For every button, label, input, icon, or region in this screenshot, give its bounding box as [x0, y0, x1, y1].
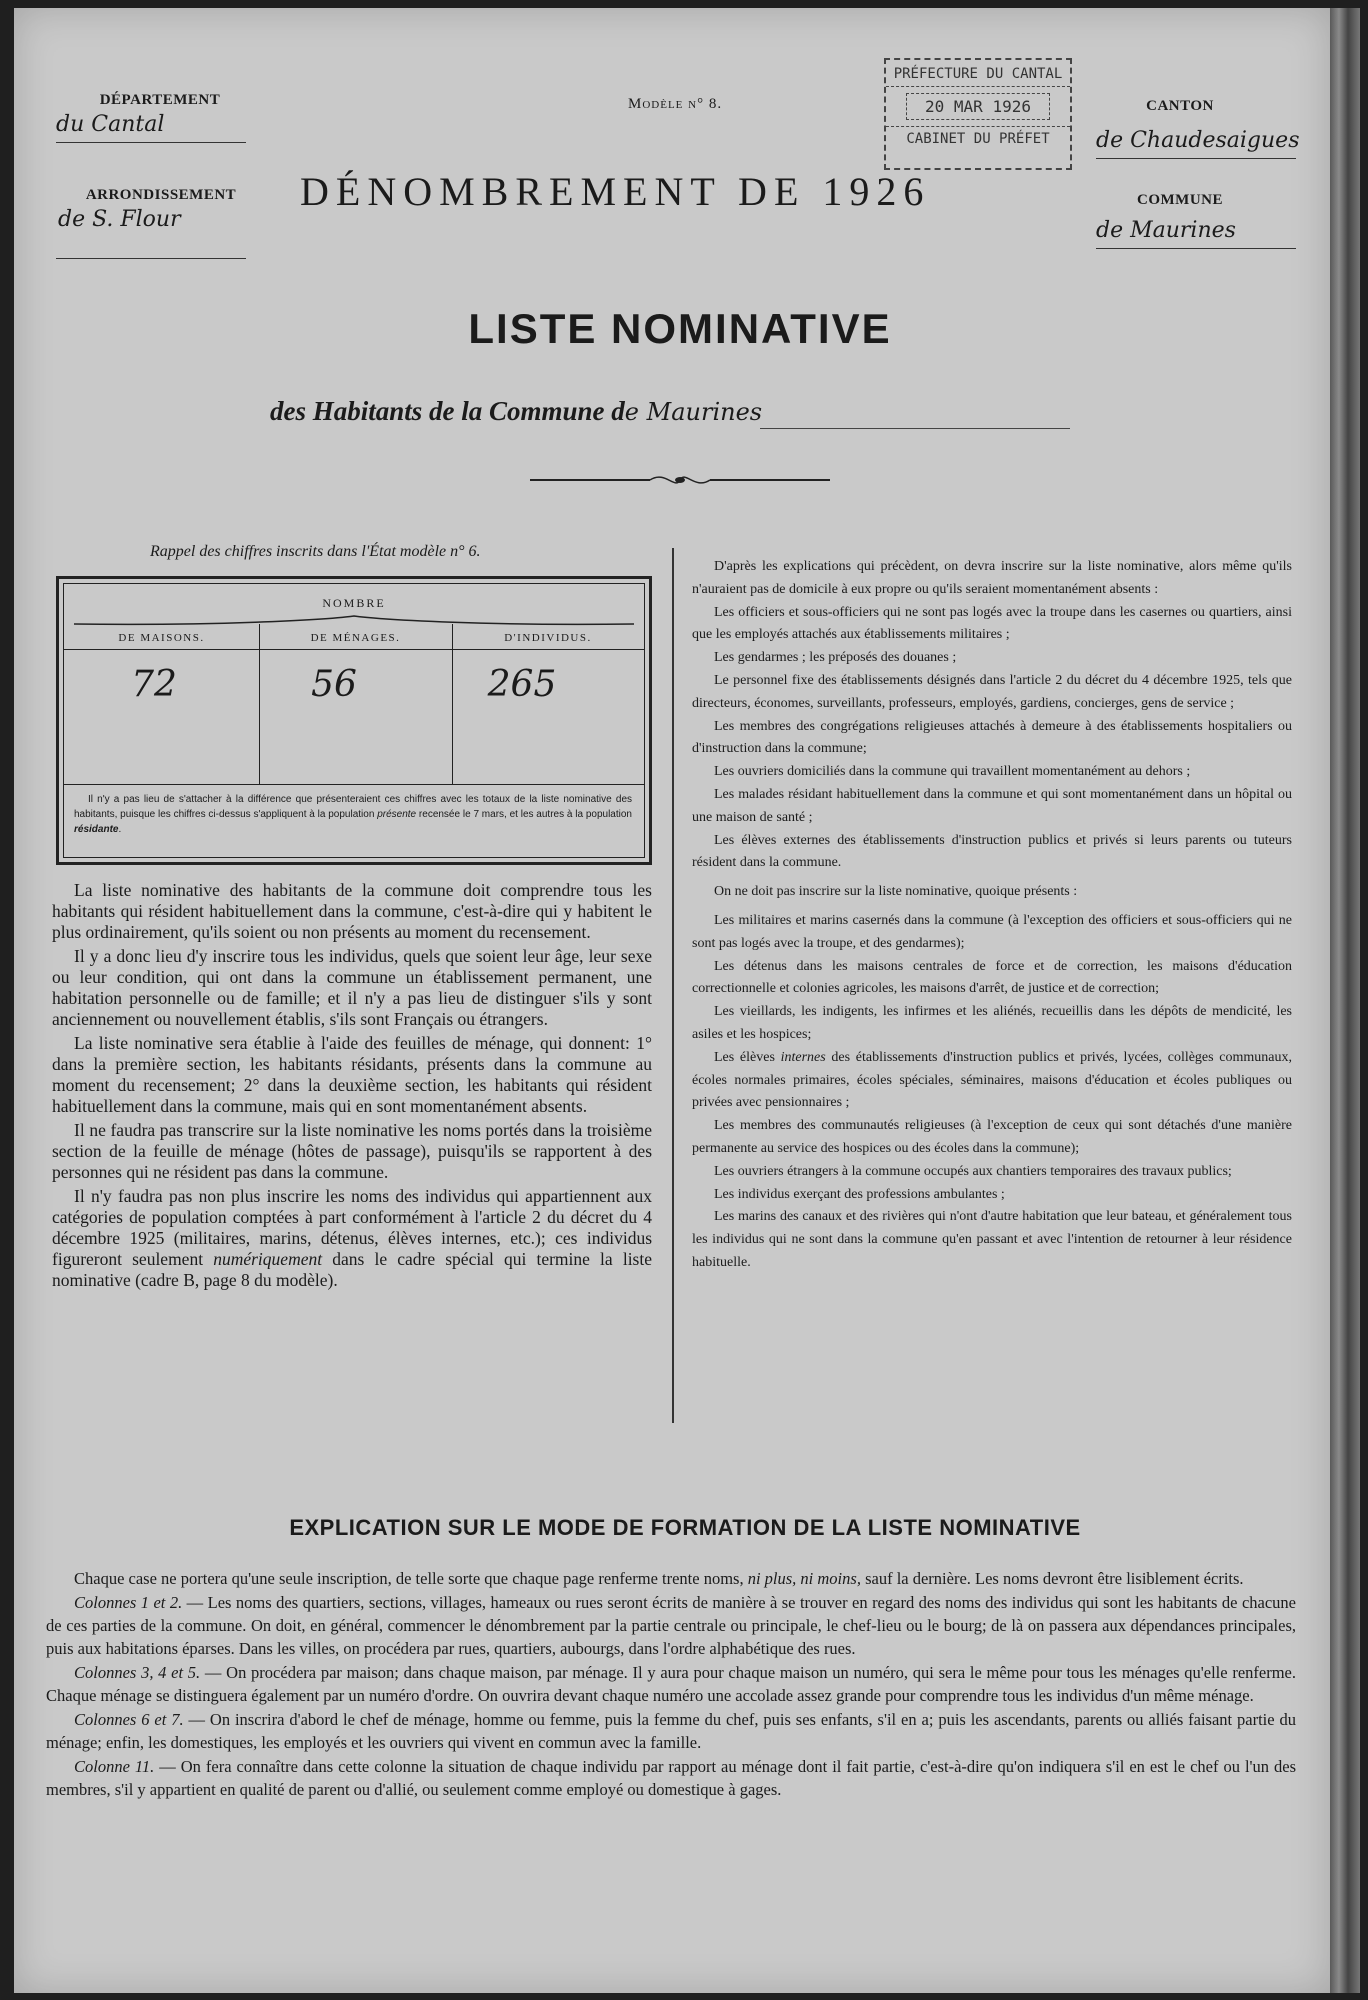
- canton-line: [1096, 158, 1296, 159]
- internes-em: internes: [780, 1049, 826, 1065]
- commune-label: COMMUNE: [1137, 192, 1223, 208]
- ornament-divider: [530, 470, 830, 490]
- habitants-commune: e Maurines: [624, 398, 763, 426]
- colonnes-1-2-text: — Les noms des quartiers, sections, villages, hameaux ou rues seront écrits de manière à se trouver en regard des noms des individus qui sont les habitants de chacune de ces parties de la commune. On doit, en général, commencer le dénombrement par la partie centrale ou principale, le chef-lieu ou le bourg; de là on passera aux dépendances principales, puis aux habitations éparses. Dans les villes, on procédera par rues, quartiers, aubourgs, dans l'ordre alphabétique des rues.: [46, 1593, 1296, 1658]
- note-text-b: recensée le 7 mars, et les autres à la population: [416, 809, 632, 820]
- left-para: La liste nominative des habitants de la commune doit comprendre tous les habitants qui résident habituellement dans la commune, c'est-à-dire qui y habitent le plus ordinairement, qu'ils soient ou non présents au moment du recensement.: [52, 880, 652, 942]
- liste-nominative-title: LISTE NOMINATIVE: [468, 305, 892, 352]
- canton-label: CANTON: [1146, 98, 1214, 114]
- prefecture-stamp: [884, 58, 1072, 170]
- right-intro: D'après les explications qui précèdent, on devra inscrire sur la liste nominative, alors même qu'ils n'auraient pas de domicile à eux propre ou qu'ils seraient momentanément absents :: [692, 559, 1292, 597]
- colonnes-3-4-5: [46, 1661, 1296, 1707]
- right-item: Les ouvriers étrangers à la commune occupés aux chantiers temporaires des travaux publics;: [714, 1163, 1232, 1179]
- nombre-box: [56, 576, 652, 865]
- column-divider: [672, 548, 674, 1423]
- right-item: Les officiers et sous-officiers qui ne sont pas logés avec la troupe dans les casernes ou quartiers, ainsi que les employés attachés aux établissements militaires ;: [692, 604, 1292, 643]
- right-item-internes: [692, 1047, 1292, 1115]
- intro-b: sauf la dernière. Les noms devront être lisiblement écrits.: [860, 1569, 1244, 1588]
- stamp-date: 20 MAR 1926: [906, 93, 1050, 120]
- col-maisons-header: DE MAISONS.: [118, 632, 205, 644]
- right-item: Les ouvriers domiciliés dans la commune qui travaillent momentanément au dehors ;: [714, 764, 1191, 780]
- left-para: Il ne faudra pas transcrire sur la liste nominative les noms portés dans la troisième section de la feuille de ménage (hôtes de passage), puisqu'ils se rapportent à des personnes qui ne résident pas dans la commune.: [52, 1120, 652, 1182]
- right-item: Les membres des congrégations religieuses attachés à demeure à des établissements hospitaliers ou d'instruction dans la commune;: [692, 718, 1292, 757]
- rappel-note: [74, 792, 632, 837]
- left-para: La liste nominative sera établie à l'aide des feuilles de ménage, qui donnent: 1° dans la première section, les habitants résidants, présents dans la commune au moment du recensement; 2° dans la deuxième section, les habitants qui résident habituellement dans la commune, mais qui en sont momentanément absents.: [52, 1033, 652, 1116]
- explication-title: EXPLICATION SUR LE MODE DE FORMATION DE LA LISTE NOMINATIVE: [289, 1515, 1081, 1540]
- right-item: Les marins des canaux et des rivières qui n'ont d'autre habitation que leur bateau, et généralement tous les individus qui ne sont dans la commune qu'en passant et avec l'intention de retourner à leur résidence habituelle.: [692, 1209, 1292, 1270]
- commune-value: de Maurines: [1096, 218, 1236, 243]
- habitants-line: [270, 396, 762, 427]
- colonnes-6-7: [46, 1708, 1296, 1754]
- val-maisons: 72: [131, 664, 177, 705]
- right-item: Les individus exerçant des professions ambulantes ;: [714, 1186, 1005, 1202]
- habitants-line-rule: [760, 428, 1070, 429]
- internes-a: Les élèves: [714, 1049, 781, 1065]
- arrondissement-value: de S. Flour: [58, 207, 181, 232]
- right-item: Les militaires et marins casernés dans la commune (à l'exception des officiers et sous-officiers qui ne sont pas logés avec la troupe, et des gendarmes);: [692, 912, 1292, 951]
- commune-line: [1096, 248, 1296, 249]
- left-last-a: Il n'y faudra pas non plus inscrire les noms des individus qui appartiennent aux catégories de population comptées à part conformément à l'article 2 du décret du 4 décembre 1925 (militaires, marins, détenus, élèves internes, etc.); ces individus figureront seulement: [52, 1186, 652, 1269]
- nombre-box-inner: [63, 583, 645, 858]
- right-item: Les membres des communautés religieuses (à l'exception de ceux qui sont détachés d'une manière permanente au service des hospices ou des écoles dans la commune);: [692, 1118, 1292, 1156]
- explication-intro: [46, 1567, 1296, 1590]
- header-rule: [64, 649, 644, 650]
- left-instructions: [52, 880, 652, 1294]
- intro-em: ni plus, ni moins,: [747, 1569, 861, 1588]
- arrondissement-label: ARRONDISSEMENT: [85, 187, 237, 203]
- left-last-em: numériquement: [213, 1249, 323, 1269]
- right-instructions: [692, 556, 1292, 1275]
- left-para-last: [52, 1186, 652, 1291]
- modele-number: Modèle n° 8.: [628, 96, 723, 112]
- right-item: Les élèves externes des établissements d'instruction publics et privés si leurs parents ou tuteurs résident dans la commune.: [692, 832, 1292, 871]
- left-para: Il y a donc lieu d'y inscrire tous les individus, quels que soient leur âge, leur sexe ou leur condition, qui ont dans la commune un établissement permanent, une habitation personnelle ou de famille; et il n'y a pas lieu de distinguer s'ils y sont anciennement ou nouvellement établis, s'ils sont Français ou étrangers.: [52, 946, 652, 1029]
- colonnes-3-4-5-label: Colonnes 3, 4 et 5.: [74, 1663, 201, 1682]
- departement-line: [56, 142, 246, 143]
- colonne-11: [46, 1755, 1296, 1801]
- note-resident: résidante: [74, 824, 119, 835]
- internes-b: des établissements d'instruction publics et privés, lycées, collèges communaux, écoles normales primaires, écoles spéciales, séminaires, maisons d'éducation et écoles publiques ou privées avec pensionnaires ;: [692, 1049, 1292, 1111]
- nombre-label: NOMBRE: [322, 596, 386, 610]
- right-item: Les détenus dans les maisons centrales de force et de correction, les maisons d'éducation correctionnelle et colonies agricoles, les maisons d'arrêt, de justice et de correction;: [692, 958, 1292, 997]
- note-text-a: Il n'y a pas lieu de s'attacher à la différence que présenteraient ces chiffres avec les totaux de la liste nominative des habitants, puisque les chiffres ci-dessus s'appliquent à la population: [74, 794, 632, 820]
- colonnes-6-7-label: Colonnes 6 et 7.: [74, 1710, 184, 1729]
- note-present: présente: [377, 809, 417, 820]
- colonne-11-label: Colonne 11.: [74, 1757, 155, 1776]
- departement-label: DÉPARTEMENT: [99, 92, 221, 108]
- colonnes-1-2-label: Colonnes 1 et 2.: [74, 1593, 183, 1612]
- canton-value: de Chaudesaigues: [1096, 128, 1300, 153]
- right-item: Les malades résidant habituellement dans la commune et qui sont momentanément dans un hôpital ou une maison de santé ;: [692, 786, 1292, 825]
- right-heading-2: On ne doit pas inscrire sur la liste nominative, quoique présents :: [714, 884, 1078, 900]
- rappel-caption: Rappel des chiffres inscrits dans l'État modèle n° 6.: [150, 543, 481, 560]
- departement-value: du Cantal: [56, 112, 165, 137]
- colonne-11-text: — On fera connaître dans cette colonne la situation de chaque individu par rapport au ménage dont il fait partie, c'est-à-dire qu'on indiquera s'il en est le chef ou l'un des membres, s'il y appartient en qualité de parent ou d'allié, ou seulement comme employé ou domestique à gages.: [46, 1757, 1296, 1799]
- right-item: Les vieillards, les indigents, les infirmes et les aliénés, recueillis dans les dépôts de mendicité, les asiles et les hospices;: [692, 1004, 1292, 1042]
- document-title: DÉNOMBREMENT DE 1926: [300, 169, 931, 214]
- colonnes-6-7-text: — On inscrira d'abord le chef de ménage, homme ou femme, puis la femme du chef, puis ses enfants, s'il en a; puis les ascendants, parents ou alliés faisant partie du ménage; enfin, les domestiques, les employés et les ouvriers qui vivent en commun avec la famille.: [46, 1710, 1297, 1752]
- note-rule: [64, 784, 644, 785]
- arrondissement-line: [56, 258, 246, 259]
- val-menages: 56: [311, 664, 357, 705]
- explication-body: [46, 1567, 1296, 1802]
- habitants-prefix: des Habitants de la Commune d: [270, 396, 625, 426]
- right-item: Les gendarmes ; les préposés des douanes ;: [714, 650, 957, 666]
- val-individus: 265: [487, 664, 557, 705]
- col-individus-header: D'INDIVIDUS.: [504, 632, 592, 644]
- intro-a: Chaque case ne portera qu'une seule inscription, de telle sorte que chaque page renferme trente noms,: [74, 1569, 748, 1588]
- colonnes-3-4-5-text: — On procédera par maison; dans chaque maison, par ménage. Il y aura pour chaque maison un numéro, qui sera le même pour tous les ménages qu'elle renferme. Chaque ménage se distinguera également par un numéro d'ordre. On ouvrira devant chaque numéro une accolade assez grande pour comprendre tous les individus d'un même ménage.: [46, 1663, 1296, 1705]
- page-binding-edge: [1330, 8, 1360, 1993]
- colonnes-1-2: [46, 1591, 1296, 1660]
- stamp-line-3: CABINET DU PRÉFET: [886, 126, 1070, 147]
- stamp-line-1: PRÉFECTURE DU CANTAL: [886, 66, 1070, 87]
- right-item: Le personnel fixe des établissements désignés dans l'article 2 du décret du 4 décembre 1925, tels que directeurs, économes, surveillants, professeurs, employés, gardiens, concierges, gens de service ;: [692, 672, 1292, 711]
- col-menages-header: DE MÉNAGES.: [310, 632, 401, 644]
- note-end: .: [118, 824, 122, 835]
- left-last-b: dans le cadre spécial qui termine la liste nominative (cadre B, page 8 du modèle).: [52, 1249, 652, 1290]
